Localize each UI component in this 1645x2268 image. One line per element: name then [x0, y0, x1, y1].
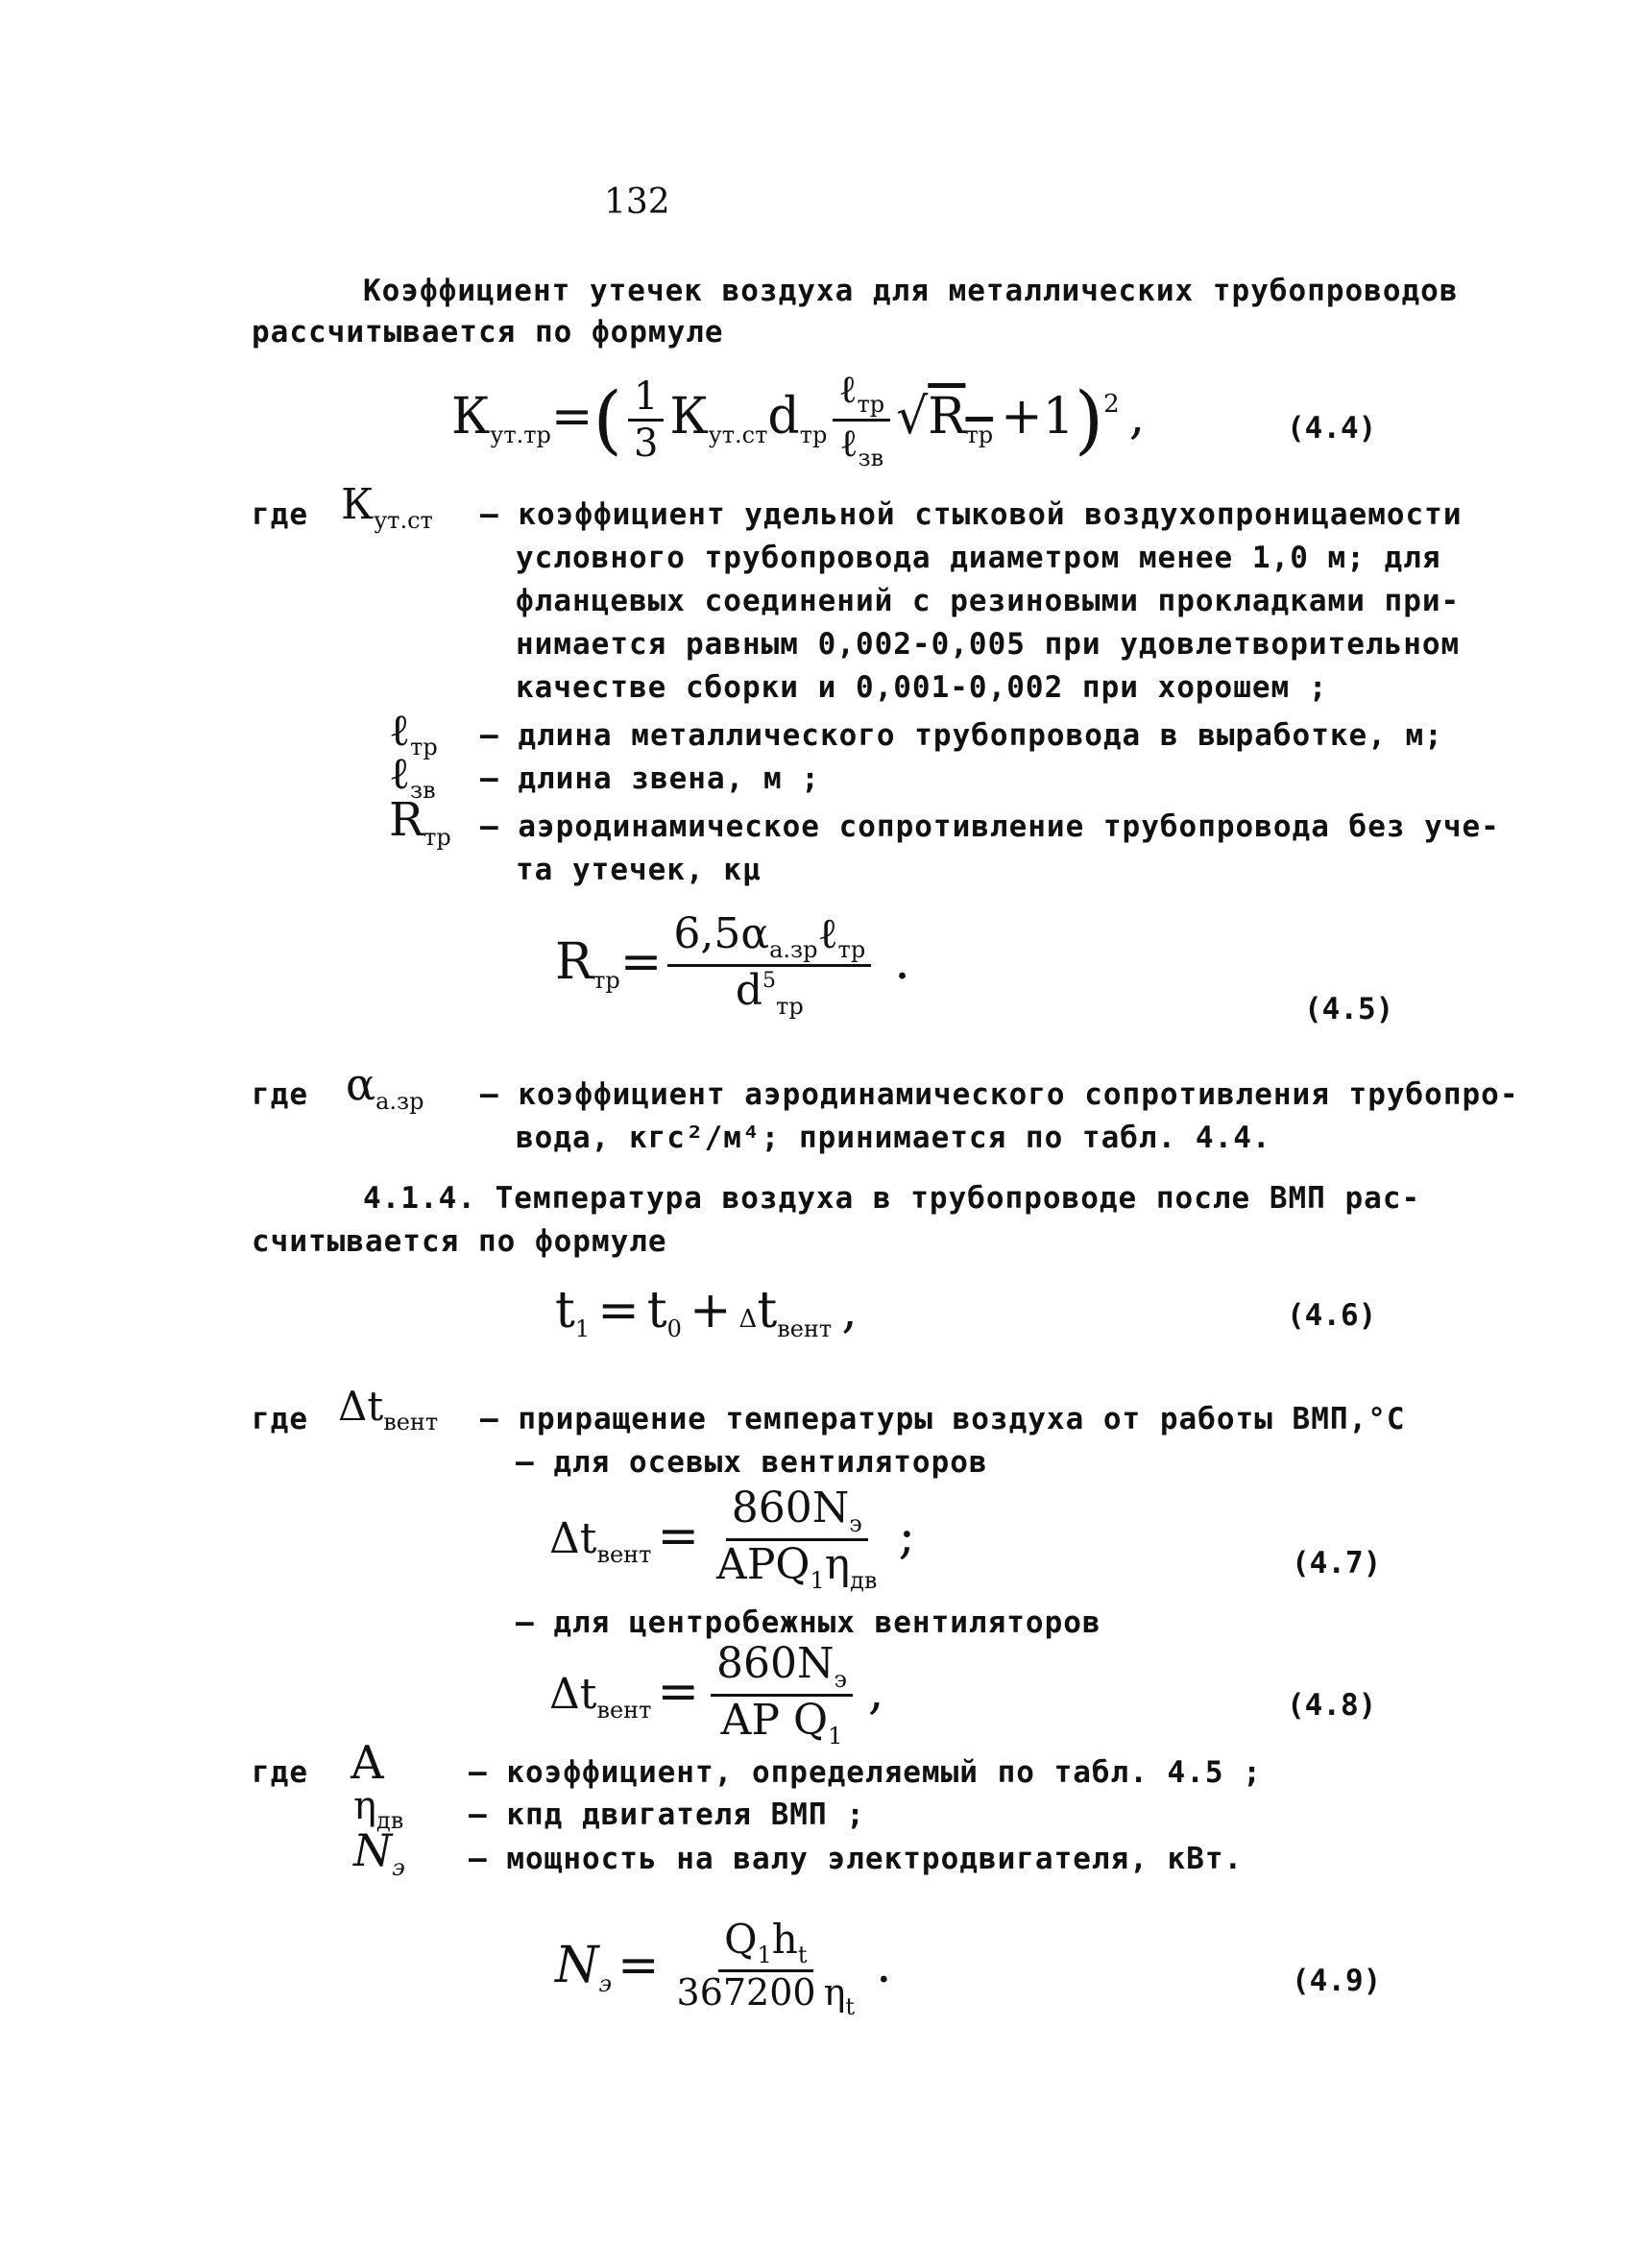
centrifugal-fans-label: – для центробежных вентиляторов — [516, 1605, 1101, 1640]
eq48-fraction: $\frac{860N_э}{AP Q_1}$ — [711, 1642, 853, 1749]
section-4-1-4-line1: 4.1.4. Температура воздуха в трубопроводе после ВМП рас- — [363, 1181, 1421, 1216]
intro-line-2: рассчитывается по формуле — [252, 315, 724, 350]
where-label-1: где — [252, 497, 308, 532]
eq44-fraction-one-third: $\frac{1}{3}$ — [628, 376, 664, 464]
where-label-3: где — [252, 1402, 308, 1436]
page-number: 132 — [604, 182, 670, 222]
where1-def1-line3: фланцевых соединений с резиновыми прокладками при- — [516, 584, 1461, 618]
where3-symbol-delta-t: $\Delta t_{вент}$ — [338, 1383, 439, 1436]
where1-def2: – длина металлического трубопровода в выработке, м; — [480, 718, 1443, 753]
section-4-1-4-line2: считывается по формуле — [252, 1224, 667, 1259]
equation-4-7: $\Delta t_{вент}$ = $\frac{860N_э}{APQ_1\eta_{дв}}$ ; — [549, 1484, 915, 1595]
equation-number-4-5: (4.5) — [1304, 992, 1394, 1026]
where-label-4: где — [252, 1755, 308, 1790]
where2-def-line1: – коэффициент аэродинамического сопротивления трубопро- — [480, 1077, 1519, 1112]
equation-number-4-9: (4.9) — [1292, 1964, 1382, 1998]
where1-symbol-l-tr: ℓ$_{тр}$ — [389, 704, 438, 760]
where2-def-line2: вода, кгс²/м⁴; принимается по табл. 4.4. — [516, 1121, 1271, 1155]
intro-line-1: Коэффициент утечек воздуха для металлических трубопроводов — [363, 274, 1459, 308]
equation-number-4-7: (4.7) — [1292, 1546, 1382, 1580]
where4-symbol-a: A — [351, 1736, 384, 1790]
equation-4-5: $R_{тр}=$ $\frac{6,5\alpha_{a.зр}\ell_{тр}}{d^5_{тр}}$ . — [555, 909, 910, 1021]
where1-def1-line1: – коэффициент удельной стыковой воздухопроницаемости — [480, 497, 1463, 532]
where1-def3: – длина звена, м ; — [480, 761, 820, 796]
where1-def1-line4: нимается равным 0,002-0,005 при удовлетворительном — [516, 627, 1461, 662]
where4-def2: – кпд двигателя ВМП ; — [469, 1798, 865, 1832]
where1-symbol-l-zv: ℓ$_{зв}$ — [389, 747, 436, 804]
where1-def4-line2: та утечек, кμ — [516, 853, 762, 887]
axial-fans-label: – для осевых вентиляторов — [516, 1445, 988, 1480]
eq45-fraction: $\frac{6,5\alpha_{a.зр}\ell_{тр}}{d^5_{тр}}$ — [667, 912, 871, 1019]
where4-def1: – коэффициент, определяемый по табл. 4.5 ; — [469, 1755, 1262, 1790]
where4-def3: – мощность на валу электродвигателя, кВт. — [469, 1842, 1244, 1876]
eq49-fraction: $\frac{Q_1h_t}{367200 \eta_t}$ — [676, 1916, 856, 2021]
where1-def1-line5: качестве сборки и 0,001-0,002 при хорошем ; — [516, 670, 1328, 705]
where2-symbol-alpha: $\alpha_{a.зр}$ — [346, 1058, 424, 1115]
equation-number-4-4: (4.4) — [1287, 411, 1377, 446]
where4-symbol-eta: $\eta_{дв}$ — [353, 1784, 404, 1834]
where1-symbol-k: $К_{ут.ст}$ — [341, 480, 433, 534]
equation-number-4-6: (4.6) — [1287, 1298, 1377, 1333]
equation-number-4-8: (4.8) — [1287, 1688, 1377, 1723]
equation-4-4: $К_{ут.тр}=$( $\frac{1}{3}$ $К_{ут.ст}d_{тр}$ $\frac{\ell_{тр}}{\ell_{зв}}$ $√R_{тр} +1)^2$ , — [451, 368, 1146, 472]
equation-4-8: $\Delta t_{вент}$ = $\frac{860N_э}{AP Q_1}$ , — [549, 1639, 884, 1750]
where3-def: – приращение температуры воздуха от работы ВМП,°С — [480, 1402, 1406, 1436]
where1-def4-line1: – аэродинамическое сопротивление трубопровода без уче- — [480, 809, 1500, 844]
eq44-fraction-length: $\frac{\ell_{тр}}{\ell_{зв}}$ — [833, 370, 890, 470]
where1-symbol-r-tr: $R_{тр}$ — [389, 793, 451, 851]
equation-4-6: $t_1 = t_0 + \Delta t_{вент}$ , — [555, 1282, 858, 1342]
equation-4-9: $N_э$ = $\frac{Q_1h_t}{367200 \eta_t}$ . — [555, 1916, 892, 2021]
where-label-2: где — [252, 1077, 308, 1112]
eq44-lhs: $К_{ут.тр}$ — [451, 388, 551, 449]
where4-symbol-n: $N_э$ — [353, 1824, 405, 1881]
where1-def1-line2: условного трубопровода диаметром менее 1,0 м; для — [516, 541, 1441, 575]
eq47-fraction: $\frac{860N_э}{APQ_1\eta_{дв}}$ — [716, 1484, 878, 1595]
